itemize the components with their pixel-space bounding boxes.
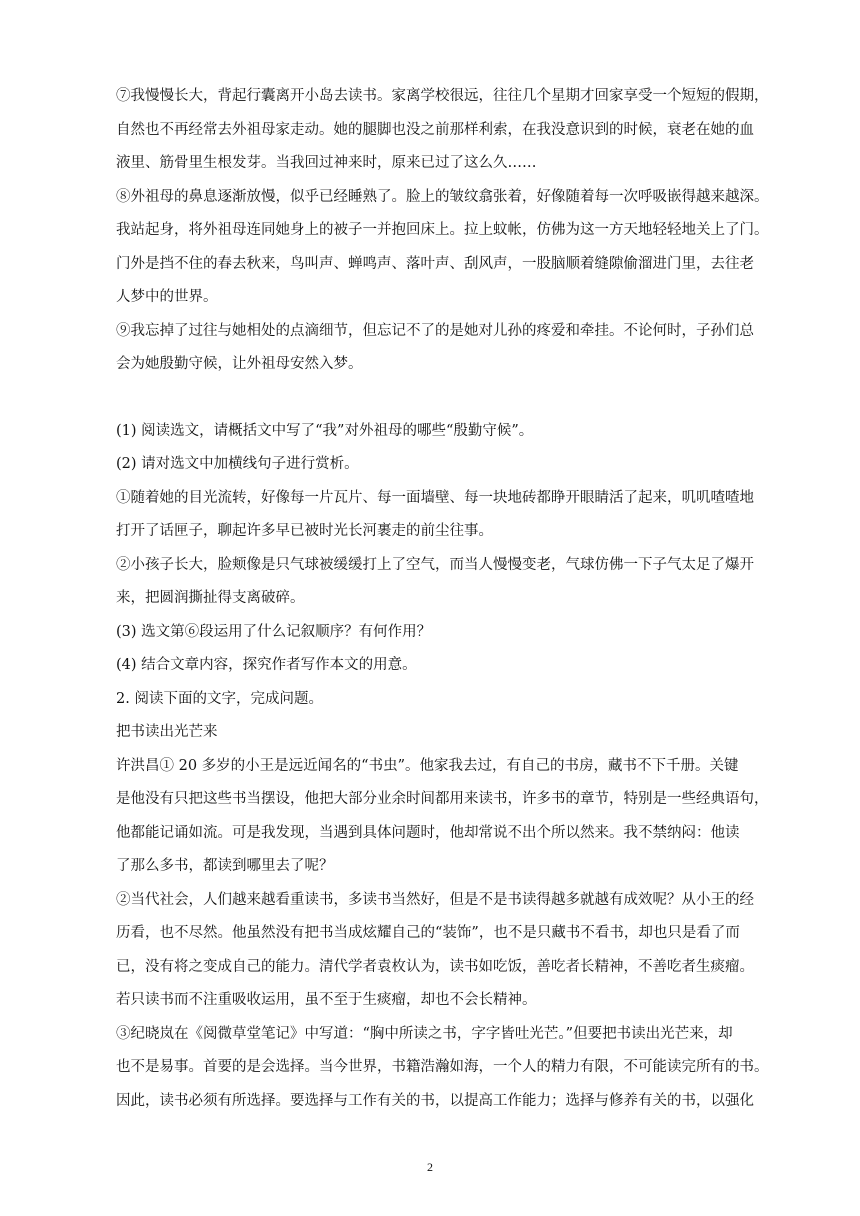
paragraph-7 bbox=[116, 80, 778, 181]
text-line: 打开了话匣子，聊起许多早已被时光长河裹走的前尘往事。 bbox=[116, 523, 493, 539]
questions bbox=[116, 415, 778, 683]
text-line: 了那么多书，都读到哪里去了呢？ bbox=[116, 858, 334, 874]
text-line: 门外是挡不住的春去秋来，鸟叫声、蝉鸣声、落叶声、刮风声，一股脑顺着缝隙偷溜进门里，去往老 bbox=[116, 255, 754, 272]
document-page bbox=[116, 80, 778, 1118]
text-line: 自然也不再经常去外祖母家走动。她的腿脚也没之前那样利索，在我没意识到的时候，衰老在她的血 bbox=[116, 121, 754, 138]
text-line: ②小孩子长大，脸颊像是只气球被缓缓打上了空气，而当人慢慢变老，气球仿佛一下子气太足了爆开 bbox=[116, 556, 754, 573]
article-paragraph-2 bbox=[116, 884, 778, 1018]
article-paragraph-1 bbox=[116, 750, 778, 884]
text-line: ①随着她的目光流转，好像每一片瓦片、每一面墙壁、每一块地砖都睁开眼睛活了起来，叽叽喳喳地 bbox=[116, 489, 754, 506]
question-4: (4) 结合文章内容，探究作者写作本文的用意。 bbox=[116, 657, 417, 673]
text-line: 许洪昌① 20 多岁的小王是远近闻名的“书虫”。他家我去过，有自己的书房，藏书不下千册。关键 bbox=[116, 757, 739, 774]
text-line: 若只读书而不注重吸收运用，虽不至于生痰瘤，却也不会长精神。 bbox=[116, 992, 537, 1008]
text-line: ②当代社会，人们越来越看重读书，多读书当然好，但是不是书读得越多就越有成效呢？从小王的经 bbox=[116, 891, 754, 908]
text-line: 会为她殷勤守候，让外祖母安然入梦。 bbox=[116, 356, 363, 372]
article-paragraph-3 bbox=[116, 1018, 778, 1119]
text-line: 因此，读书必须有所选择。要选择与工作有关的书，以提高工作能力；选择与修养有关的书，以强化 bbox=[116, 1092, 754, 1109]
text-line: ⑦我慢慢长大，背起行囊离开小岛去读书。家离学校很远，往往几个星期才回家享受一个短短的假期， bbox=[116, 88, 769, 104]
text-line: ③纪晓岚在《阅微草堂笔记》中写道：“胸中所读之书，字字皆吐光芒。”但要把书读出光芒来，却 bbox=[116, 1025, 733, 1042]
text-line: 液里、筋骨里生根发芽。当我回过神来时，原来已过了这么久…… bbox=[116, 155, 537, 171]
article-title: 把书读出光芒来 bbox=[116, 724, 218, 740]
text-line: 历看，也不尽然。他虽然没有把书当成炫耀自己的“装饰”，也不是只藏书不看书，却也只是看了而 bbox=[116, 925, 740, 941]
text-line: 我站起身，将外祖母连同她身上的被子一并抱回床上。拉上蚊帐，仿佛为这一方天地轻轻地关上了门。 bbox=[116, 222, 769, 238]
question-2: (2) 请对选文中加横线句子进行赏析。 bbox=[116, 456, 359, 472]
text-line: 来，把圆润撕扯得支离破碎。 bbox=[116, 590, 305, 606]
text-line: ⑧外祖母的鼻息逐渐放慢，似乎已经睡熟了。脸上的皱纹翕张着，好像随着每一次呼吸嵌得越来越深。 bbox=[116, 188, 769, 205]
page-number: 2 bbox=[427, 1160, 433, 1174]
text-line: ⑨我忘掉了过往与她相处的点滴细节，但忘记不了的是她对儿孙的疼爱和牵挂。不论何时，子孙们总 bbox=[116, 322, 754, 339]
section-heading: 2. 阅读下面的文字，完成问题。 bbox=[116, 690, 323, 707]
paragraph-8 bbox=[116, 181, 778, 315]
text-line: 他都能记诵如流。可是我发现，当遇到具体问题时，他却常说不出个所以然来。我不禁纳闷：他读 bbox=[116, 824, 740, 841]
question-2-sentence-2 bbox=[116, 549, 778, 616]
question-1: (1) 阅读选文，请概括文中写了“我”对外祖母的哪些“殷勤守候”。 bbox=[116, 422, 534, 439]
question-3: (3) 选文第⑥段运用了什么记叙顺序？有何作用？ bbox=[116, 623, 432, 640]
text-line: 已，没有将之变成自己的能力。清代学者袁枚认为，读书如吃饭，善吃者长精神，不善吃者生痰瘤。 bbox=[116, 958, 754, 975]
text-line: 人梦中的世界。 bbox=[116, 289, 218, 305]
text-line: 是他没有只把这些书当摆设，他把大部分业余时间都用来读书，许多书的章节，特别是一些经典语句， bbox=[116, 791, 769, 807]
question-2-sentence-1 bbox=[116, 482, 778, 549]
blank-gap bbox=[116, 382, 778, 415]
section-2 bbox=[116, 683, 778, 1119]
paragraph-9 bbox=[116, 315, 778, 382]
text-line: 也不是易事。首要的是会选择。当今世界，书籍浩瀚如海，一个人的精力有限，不可能读完所有的书。 bbox=[116, 1059, 769, 1075]
